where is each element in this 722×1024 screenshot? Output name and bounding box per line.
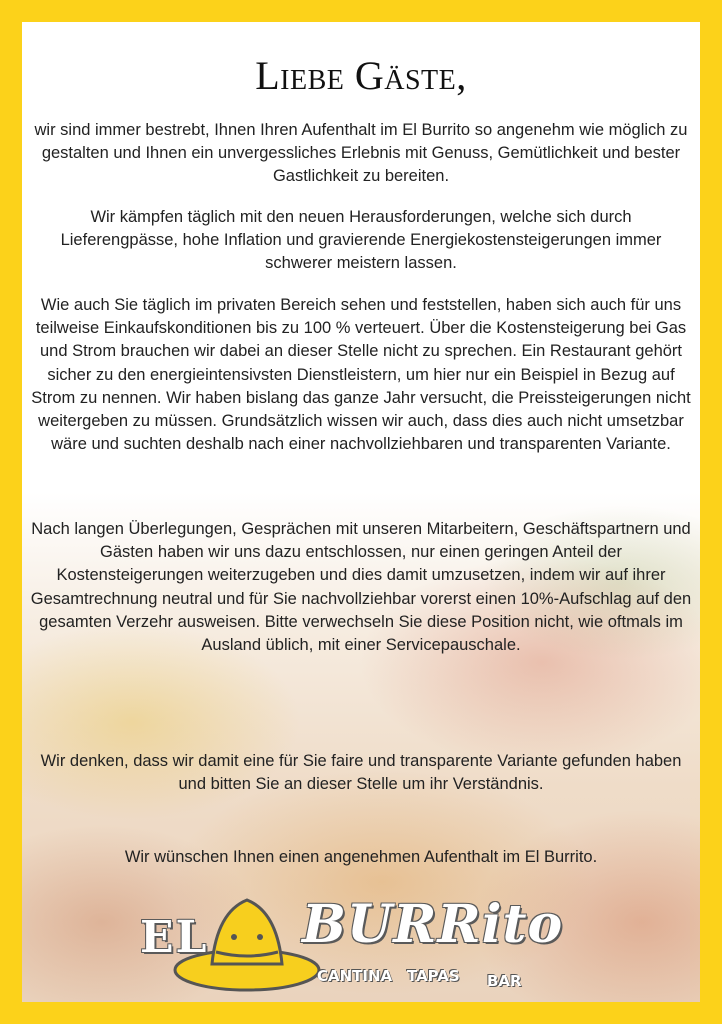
logo-tapas-text: TAPAS [407,967,460,985]
page-title: Liebe Gäste, [255,53,467,98]
letter-page [22,22,700,1002]
el-burrito-logo [132,892,592,1002]
paragraph-intro: wir sind immer bestrebt, Ihnen Ihren Aufenthalt im El Burrito so angenehm wie möglich zu gestalten und Ihnen ein unvergessliches Erlebnis mit Genuss, Gemütlichkeit und bester Gastlichkeit zu bereiten. [34,121,688,186]
paragraph-fairness: Wir denken, dass wir damit eine für Sie faire und transparente Variante gefunden haben und bitten Sie an dieser Stelle um ihr Verständnis. [40,752,682,794]
paragraph-costs: Wie auch Sie täglich im privaten Bereich sehen und feststellen, haben sich auch für uns teilweise Einkaufskonditionen bis zu 100 % verteuert. Über die Kostensteigerung bei Gas und Strom brauchen wir dabei an dieser Stelle nicht zu sprechen. Ein Restaurant gehört sicher zu den energieintensivsten Dienstleistern, um hier nur ein Beispiel in Bezug auf Strom zu nennen. Wir haben bislang das ganze Jahr versucht, die Preissteigerungen nicht weitergeben zu müssen. Grundsätzlich wissen wir auch, dass dies auch nicht umsetzbar wäre und suchten deshalb nach einer nachvollziehbaren und transparenten Variante. [31,296,691,454]
paragraph-challenges: Wir kämpfen täglich mit den neuen Herausforderungen, welche sich durch Lieferengpässe, hohe Inflation und gravierende Energiekostensteigerungen immer schwerer meistern lassen. [60,208,662,273]
paragraph-decision: Nach langen Überlegungen, Gesprächen mit unseren Mitarbeitern, Geschäftspartnern und Gästen haben wir uns dazu entschlossen, nur einen geringen Anteil der Kostensteigerungen weiterzugeben und dies damit umzusetzen, indem wir auf ihrer Gesamtrechnung neutral und für Sie nachvollziehbar vorerst einen 10%-Aufschlag auf den gesamten Verzehr ausweisen. Bitte verwechseln Sie diese Position nicht, wie oftmals im Ausland üblich, mit einer Servicepauschale. [30,520,692,655]
logo-bar-text: BAR [487,972,522,990]
logo-cantina-text: CANTINA [317,967,393,985]
logo-burrito-text: BURRito [302,894,564,955]
logo-el-text: EL [140,912,209,963]
paragraph-closing: Wir wünschen Ihnen einen angenehmen Aufenthalt im El Burrito. [124,848,598,866]
